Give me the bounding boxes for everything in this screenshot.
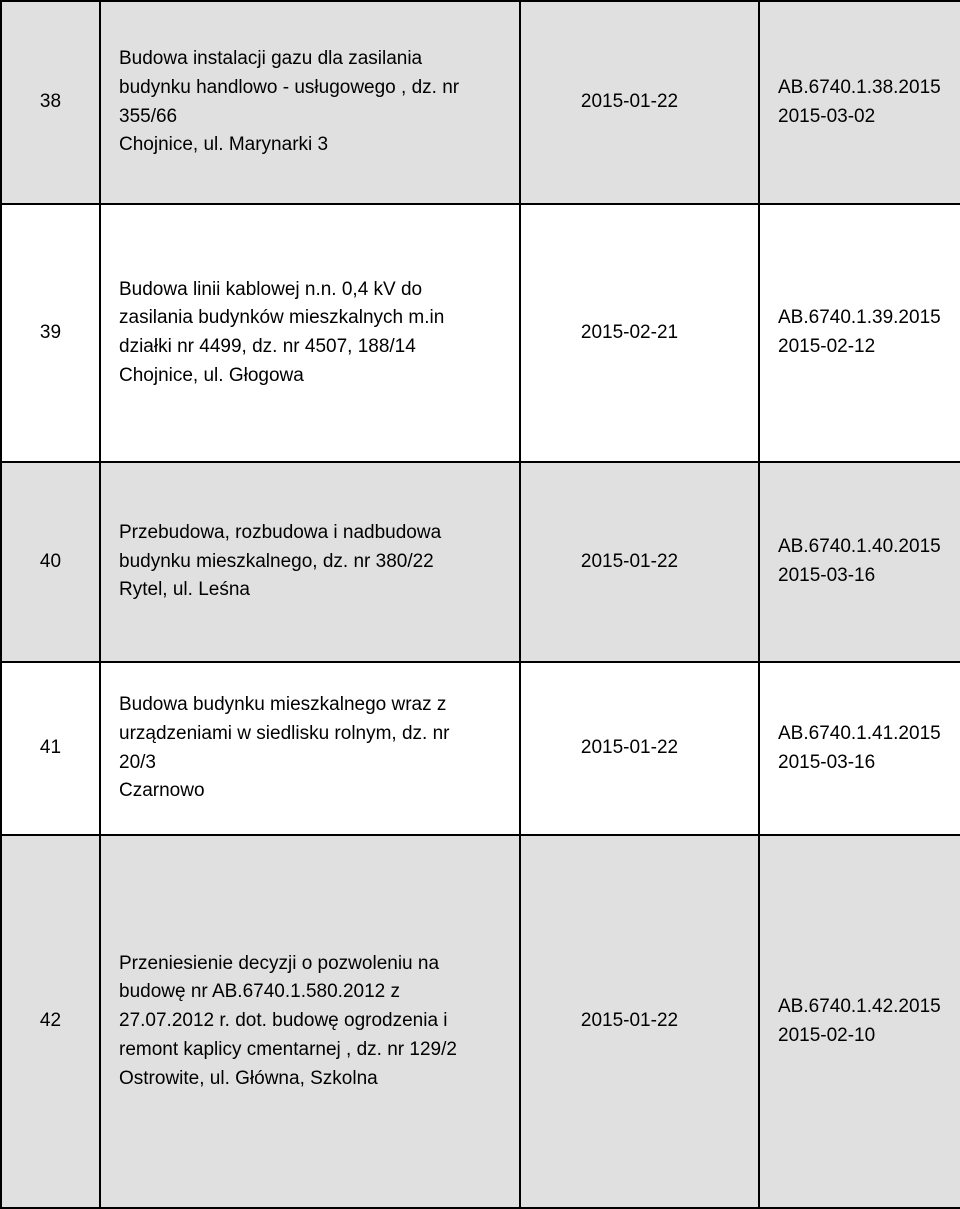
description-line: działki nr 4499, dz. nr 4507, 188/14 bbox=[119, 336, 416, 357]
row-description bbox=[100, 835, 520, 1208]
description-line: Czarnowo bbox=[119, 780, 205, 802]
decision-date: 2015-03-16 bbox=[778, 565, 876, 586]
description-line: Przebudowa, rozbudowa i nadbudowa bbox=[119, 521, 442, 543]
description-line: budynku mieszkalnego, dz. nr 380/22 bbox=[119, 550, 434, 572]
table-row bbox=[1, 662, 960, 835]
decision-date: 2015-03-02 bbox=[778, 105, 876, 127]
table-row bbox=[1, 462, 960, 662]
table-row bbox=[1, 835, 960, 1208]
row-date bbox=[520, 662, 759, 835]
description-line: budynku handlowo - usługowego , dz. nr bbox=[119, 76, 460, 98]
submission-date: 2015-01-22 bbox=[580, 91, 679, 113]
table-row bbox=[1, 1, 960, 204]
description-line: 27.07.2012 r. dot. budowę ogrodzenia i bbox=[119, 1010, 448, 1032]
case-reference: AB.6740.1.42.2015 bbox=[778, 995, 941, 1017]
row-description bbox=[100, 1, 520, 204]
case-reference: AB.6740.1.39.2015 bbox=[778, 307, 941, 329]
row-date bbox=[520, 462, 759, 662]
description-line: zasilania budynków mieszkalnych m.in bbox=[119, 307, 445, 329]
submission-date: 2015-02-21 bbox=[580, 321, 679, 343]
submission-date: 2015-01-22 bbox=[580, 1010, 679, 1032]
decision-date: 2015-02-10 bbox=[778, 1024, 876, 1046]
description-line: Budowa instalacji gazu dla zasilania bbox=[119, 48, 423, 70]
description-line: remont kaplicy cmentarnej , dz. nr 129/2 bbox=[119, 1038, 457, 1060]
description-line: 355/66 bbox=[119, 105, 178, 127]
decision-date: 2015-03-16 bbox=[778, 751, 876, 773]
case-reference: AB.6740.1.41.2015 bbox=[778, 722, 941, 744]
row-date bbox=[520, 1, 759, 204]
row-description bbox=[100, 204, 520, 462]
row-reference bbox=[759, 835, 960, 1208]
row-reference bbox=[759, 462, 960, 662]
row-description bbox=[100, 662, 520, 835]
description-line: budowę nr AB.6740.1.580.2012 z bbox=[119, 981, 401, 1003]
row-date bbox=[520, 835, 759, 1208]
description-line: 20/3 bbox=[119, 751, 156, 773]
row-reference bbox=[759, 1, 960, 204]
description-line: Ostrowite, ul. Główna, Szkolna bbox=[119, 1067, 378, 1089]
description-line: Rytel, ul. Leśna bbox=[119, 579, 250, 601]
case-reference: AB.6740.1.38.2015 bbox=[778, 76, 941, 98]
description-line: Budowa linii kablowej n.n. 0,4 kV do bbox=[119, 278, 423, 300]
row-date bbox=[520, 204, 759, 462]
table-row bbox=[1, 204, 960, 462]
submission-date: 2015-01-22 bbox=[580, 737, 679, 759]
description-line: Przeniesienie decyzji o pozwoleniu na bbox=[119, 952, 440, 974]
row-reference bbox=[759, 662, 960, 835]
description-line: Chojnice, ul. Głogowa bbox=[119, 364, 304, 386]
case-reference: AB.6740.1.40.2015 bbox=[778, 536, 941, 558]
row-description bbox=[100, 462, 520, 662]
row-number: 41 bbox=[1, 662, 100, 835]
row-number: 38 bbox=[1, 1, 100, 204]
row-reference bbox=[759, 204, 960, 462]
row-number: 39 bbox=[1, 204, 100, 462]
row-number: 40 bbox=[1, 462, 100, 662]
description-line: Budowa budynku mieszkalnego wraz z bbox=[119, 694, 447, 716]
description-line: Chojnice, ul. Marynarki 3 bbox=[119, 134, 329, 156]
submission-date: 2015-01-22 bbox=[580, 550, 679, 572]
decision-date: 2015-02-12 bbox=[778, 336, 876, 357]
description-line: urządzeniami w siedlisku rolnym, dz. nr bbox=[119, 722, 450, 744]
row-number: 42 bbox=[1, 835, 100, 1208]
